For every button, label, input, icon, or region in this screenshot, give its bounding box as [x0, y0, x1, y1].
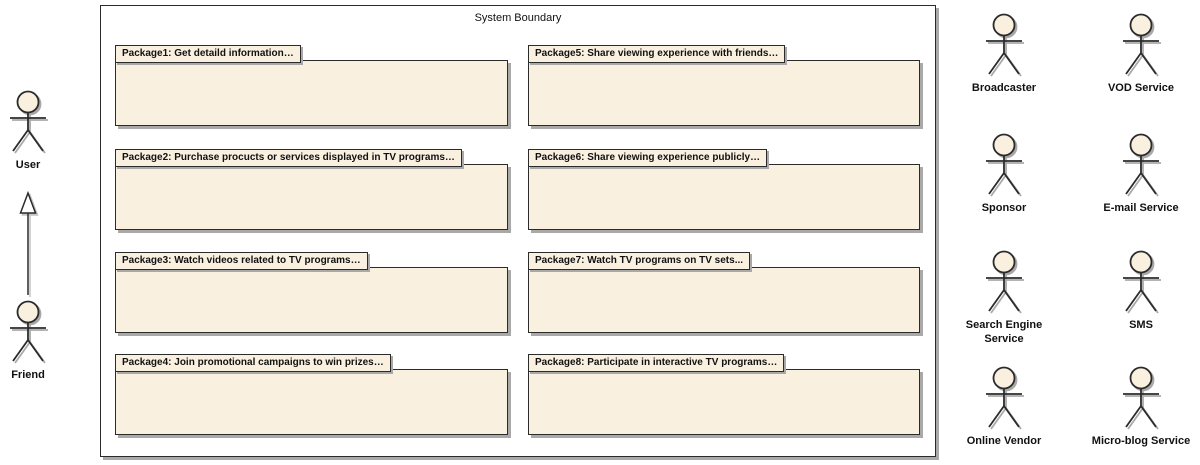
stick-figure-icon	[4, 90, 52, 156]
package-2-title: Package2: Purchase procucts or services displayed in TV programs…	[115, 149, 462, 167]
actor-label: SMS	[1129, 319, 1153, 331]
actor-broadcaster[interactable]	[952, 13, 1056, 95]
package-6-body	[528, 164, 920, 230]
actor-label: E-mail Service	[1103, 202, 1179, 214]
stick-figure-icon	[1117, 250, 1165, 316]
actor-label: Micro-blog Service	[1091, 435, 1191, 447]
package-1-body	[115, 60, 508, 126]
package-6[interactable]	[528, 147, 920, 231]
actor-label: Online Vendor	[966, 435, 1042, 447]
stick-figure-icon	[1117, 366, 1165, 432]
actor-label: VOD Service	[1107, 82, 1175, 94]
package-8-title: Package8: Participate in interactive TV programs…	[528, 354, 784, 372]
actor-micro-blog-service[interactable]	[1089, 366, 1193, 448]
actor-label: Friend	[11, 369, 45, 381]
package-2[interactable]	[115, 147, 508, 231]
actor-user[interactable]	[0, 90, 80, 172]
package-4[interactable]	[115, 352, 508, 436]
actor-sms[interactable]	[1089, 250, 1193, 332]
actor-sponsor[interactable]	[952, 133, 1056, 215]
actor-search-engine-service[interactable]	[952, 250, 1056, 346]
actor-label: Search Engine Service	[965, 319, 1043, 345]
package-4-title: Package4: Join promotional campaigns to win prizes…	[115, 354, 391, 372]
package-7[interactable]	[528, 250, 920, 334]
actor-friend[interactable]	[0, 300, 80, 382]
actor-vod-service[interactable]	[1089, 13, 1193, 95]
package-7-body	[528, 267, 920, 333]
package-3-body	[115, 267, 508, 333]
actor-label: Sponsor	[981, 202, 1027, 214]
stick-figure-icon	[1117, 13, 1165, 79]
package-2-body	[115, 164, 508, 230]
stick-figure-icon	[4, 300, 52, 366]
package-8-body	[528, 369, 920, 435]
stick-figure-icon	[1117, 133, 1165, 199]
package-7-title: Package7: Watch TV programs on TV sets...	[528, 252, 750, 270]
stick-figure-icon	[980, 13, 1028, 79]
stick-figure-icon	[980, 250, 1028, 316]
actor-label: Broadcaster	[971, 82, 1037, 94]
package-6-title: Package6: Share viewing experience publicly…	[528, 149, 767, 167]
package-5-body	[528, 60, 920, 126]
generalization-arrow[interactable]	[15, 191, 41, 297]
system-boundary-title: System Boundary	[474, 12, 562, 24]
package-4-body	[115, 369, 508, 435]
package-1-title: Package1: Get detaild information…	[115, 45, 301, 63]
stick-figure-icon	[980, 133, 1028, 199]
package-3[interactable]	[115, 250, 508, 334]
package-8[interactable]	[528, 352, 920, 436]
package-5[interactable]	[528, 43, 920, 127]
actor-email-service[interactable]	[1089, 133, 1193, 215]
package-1[interactable]	[115, 43, 508, 127]
actor-label: User	[15, 159, 41, 171]
actor-online-vendor[interactable]	[952, 366, 1056, 448]
package-3-title: Package3: Watch videos related to TV programs…	[115, 252, 368, 270]
package-5-title: Package5: Share viewing experience with friends…	[528, 45, 785, 63]
stick-figure-icon	[980, 366, 1028, 432]
